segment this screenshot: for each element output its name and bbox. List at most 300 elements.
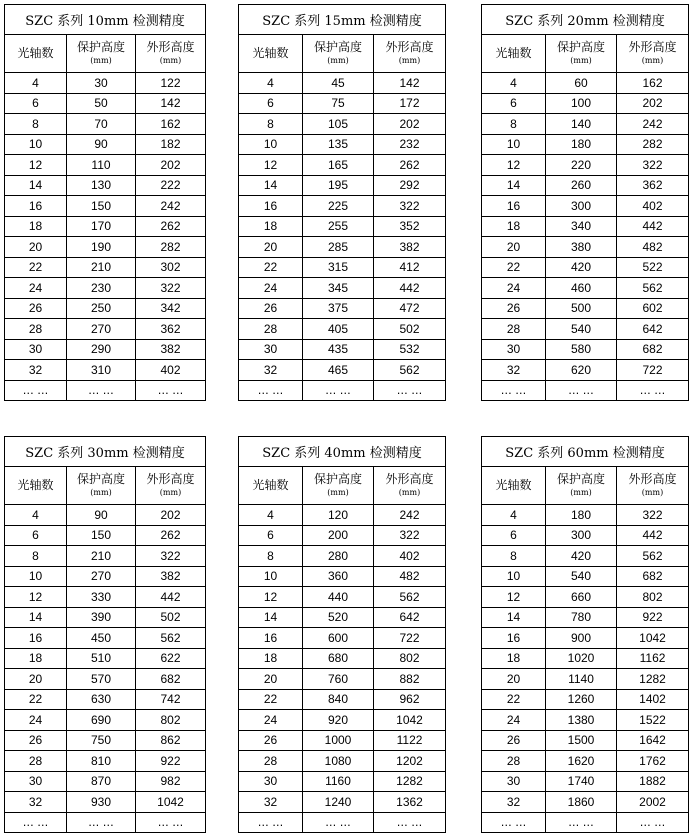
axis-count-cell: 6 xyxy=(239,525,303,546)
protect-height-cell: 280 xyxy=(303,546,374,567)
table-row xyxy=(239,278,446,299)
table-row xyxy=(482,669,689,690)
axis-count-cell: 26 xyxy=(482,730,546,751)
table-row xyxy=(5,710,206,731)
outline-height-cell: 242 xyxy=(136,196,206,217)
table-row xyxy=(239,546,446,567)
protect-height-cell: 45 xyxy=(303,73,374,94)
outline-height-cell: 442 xyxy=(374,278,446,299)
outline-height-header xyxy=(617,467,689,505)
protect-height-label: 保护高度 xyxy=(556,472,605,486)
protect-height-cell: 225 xyxy=(303,196,374,217)
ellipsis-cell: … … xyxy=(546,812,617,833)
outline-height-cell: 742 xyxy=(136,689,206,710)
protect-height-cell: 90 xyxy=(67,505,136,526)
axis-count-header xyxy=(239,35,303,73)
table-row xyxy=(482,319,689,340)
unit-label: (mm) xyxy=(641,56,664,65)
ellipsis-row xyxy=(482,380,689,401)
protect-height-cell: 1380 xyxy=(546,710,617,731)
protect-height-label: 保护高度 xyxy=(556,40,605,54)
table-row xyxy=(482,196,689,217)
protect-height-cell: 105 xyxy=(303,114,374,135)
protect-height-cell: 290 xyxy=(67,339,136,360)
axis-count-cell: 16 xyxy=(482,196,546,217)
axis-count-cell: 4 xyxy=(482,73,546,94)
protect-height-cell: 1020 xyxy=(546,648,617,669)
outline-height-cell: 142 xyxy=(136,93,206,114)
outline-height-cell: 1042 xyxy=(374,710,446,731)
table-row xyxy=(239,155,446,176)
table-row xyxy=(482,525,689,546)
outline-height-cell: 882 xyxy=(374,669,446,690)
outline-height-cell: 522 xyxy=(617,257,689,278)
outline-height-label: 外形高度 xyxy=(146,472,195,486)
outline-height-label: 外形高度 xyxy=(385,40,434,54)
outline-height-cell: 962 xyxy=(374,689,446,710)
table-row xyxy=(5,505,206,526)
outline-height-cell: 1402 xyxy=(617,689,689,710)
outline-height-cell: 502 xyxy=(374,319,446,340)
ellipsis-cell: … … xyxy=(239,812,303,833)
table-row xyxy=(482,771,689,792)
table-row xyxy=(482,114,689,135)
axis-count-cell: 4 xyxy=(239,73,303,94)
ellipsis-cell: … … xyxy=(239,380,303,401)
protect-height-cell: 190 xyxy=(67,237,136,258)
outline-height-cell: 162 xyxy=(136,114,206,135)
axis-count-cell: 10 xyxy=(5,134,67,155)
ellipsis-row xyxy=(239,812,446,833)
axis-count-cell: 8 xyxy=(5,546,67,567)
axis-count-cell: 10 xyxy=(482,134,546,155)
protect-height-cell: 540 xyxy=(546,319,617,340)
outline-height-cell: 922 xyxy=(617,607,689,628)
protect-height-cell: 150 xyxy=(67,525,136,546)
axis-count-cell: 18 xyxy=(5,648,67,669)
protect-height-cell: 1080 xyxy=(303,751,374,772)
outline-height-cell: 402 xyxy=(617,196,689,217)
protect-height-cell: 375 xyxy=(303,298,374,319)
ellipsis-cell: … … xyxy=(546,380,617,401)
protect-height-cell: 1160 xyxy=(303,771,374,792)
protect-height-cell: 300 xyxy=(546,525,617,546)
outline-height-cell: 1362 xyxy=(374,792,446,813)
axis-count-cell: 30 xyxy=(5,339,67,360)
axis-count-cell: 16 xyxy=(5,628,67,649)
ellipsis-row xyxy=(5,380,206,401)
axis-count-cell: 26 xyxy=(5,730,67,751)
table-row xyxy=(482,339,689,360)
protect-height-cell: 220 xyxy=(546,155,617,176)
axis-count-cell: 14 xyxy=(5,607,67,628)
outline-height-cell: 562 xyxy=(617,278,689,299)
table-row xyxy=(239,689,446,710)
outline-height-cell: 302 xyxy=(136,257,206,278)
outline-height-cell: 222 xyxy=(136,175,206,196)
protect-height-cell: 600 xyxy=(303,628,374,649)
unit-label: (mm) xyxy=(570,488,592,497)
axis-count-cell: 14 xyxy=(482,175,546,196)
protect-height-cell: 1500 xyxy=(546,730,617,751)
table-row xyxy=(482,628,689,649)
protect-height-cell: 130 xyxy=(67,175,136,196)
axis-count-cell: 26 xyxy=(5,298,67,319)
protect-height-cell: 100 xyxy=(546,93,617,114)
protect-height-cell: 810 xyxy=(67,751,136,772)
protect-height-cell: 760 xyxy=(303,669,374,690)
protect-height-cell: 270 xyxy=(67,319,136,340)
axis-count-cell: 14 xyxy=(5,175,67,196)
table-row xyxy=(5,546,206,567)
axis-count-cell: 12 xyxy=(239,155,303,176)
protect-height-cell: 435 xyxy=(303,339,374,360)
axis-count-cell: 10 xyxy=(482,566,546,587)
protect-height-label: 保护高度 xyxy=(76,472,125,486)
outline-height-cell: 262 xyxy=(136,525,206,546)
outline-height-cell: 682 xyxy=(617,339,689,360)
table-row xyxy=(5,319,206,340)
outline-height-cell: 202 xyxy=(136,505,206,526)
outline-height-cell: 292 xyxy=(374,175,446,196)
outline-height-label: 外形高度 xyxy=(628,40,677,54)
axis-count-cell: 22 xyxy=(482,689,546,710)
table-row xyxy=(239,669,446,690)
table-row xyxy=(239,792,446,813)
unit-label: (mm) xyxy=(159,56,182,65)
table-row xyxy=(239,710,446,731)
protect-height-cell: 520 xyxy=(303,607,374,628)
axis-count-cell: 6 xyxy=(5,93,67,114)
ellipsis-row xyxy=(482,812,689,833)
table-row xyxy=(239,73,446,94)
protect-height-cell: 90 xyxy=(67,134,136,155)
table-row xyxy=(239,216,446,237)
table-row xyxy=(5,175,206,196)
protect-height-cell: 135 xyxy=(303,134,374,155)
axis-count-cell: 8 xyxy=(239,114,303,135)
outline-height-cell: 352 xyxy=(374,216,446,237)
ellipsis-cell: … … xyxy=(67,380,136,401)
ellipsis-cell: … … xyxy=(617,812,689,833)
table-row xyxy=(5,93,206,114)
table-row xyxy=(5,607,206,628)
table-title-row xyxy=(482,437,689,467)
axis-count-cell: 16 xyxy=(482,628,546,649)
table-row xyxy=(482,730,689,751)
axis-count-cell: 20 xyxy=(239,237,303,258)
axis-count-cell: 28 xyxy=(482,751,546,772)
protect-height-cell: 500 xyxy=(546,298,617,319)
protect-height-cell: 1860 xyxy=(546,792,617,813)
protect-height-cell: 540 xyxy=(546,566,617,587)
unit-label: (mm) xyxy=(90,488,112,497)
table-row xyxy=(239,298,446,319)
table-row xyxy=(239,319,446,340)
axis-count-cell: 8 xyxy=(239,546,303,567)
protect-height-header xyxy=(546,35,617,73)
axis-count-cell: 14 xyxy=(482,607,546,628)
table-row xyxy=(239,257,446,278)
outline-height-label: 外形高度 xyxy=(146,40,195,54)
axis-count-cell: 16 xyxy=(5,196,67,217)
table-row xyxy=(482,607,689,628)
outline-height-cell: 382 xyxy=(374,237,446,258)
protect-height-cell: 340 xyxy=(546,216,617,237)
protect-height-cell: 60 xyxy=(546,73,617,94)
table-title-row xyxy=(5,437,206,467)
protect-height-cell: 75 xyxy=(303,93,374,114)
protect-height-cell: 195 xyxy=(303,175,374,196)
outline-height-cell: 362 xyxy=(136,319,206,340)
axis-count-cell: 22 xyxy=(5,689,67,710)
table-row xyxy=(482,93,689,114)
outline-height-cell: 862 xyxy=(136,730,206,751)
outline-height-header xyxy=(136,467,206,505)
protect-height-cell: 630 xyxy=(67,689,136,710)
axis-count-cell: 28 xyxy=(239,751,303,772)
axis-count-header xyxy=(5,467,67,505)
table-row xyxy=(482,751,689,772)
axis-count-cell: 14 xyxy=(239,607,303,628)
axis-count-cell: 28 xyxy=(5,751,67,772)
outline-height-label: 外形高度 xyxy=(385,472,434,486)
outline-height-cell: 1202 xyxy=(374,751,446,772)
axis-count-cell: 24 xyxy=(5,710,67,731)
outline-height-cell: 802 xyxy=(136,710,206,731)
protect-height-cell: 840 xyxy=(303,689,374,710)
unit-label: (mm) xyxy=(570,56,592,65)
outline-height-cell: 1642 xyxy=(617,730,689,751)
ellipsis-cell: … … xyxy=(374,812,446,833)
outline-height-cell: 322 xyxy=(136,278,206,299)
protect-height-cell: 210 xyxy=(67,257,136,278)
axis-count-cell: 6 xyxy=(5,525,67,546)
protect-height-cell: 250 xyxy=(67,298,136,319)
table-title-row xyxy=(239,437,446,467)
protect-height-cell: 300 xyxy=(546,196,617,217)
axis-count-cell: 20 xyxy=(239,669,303,690)
table-row xyxy=(5,134,206,155)
outline-height-cell: 802 xyxy=(374,648,446,669)
table-header-row xyxy=(239,35,446,73)
axis-count-cell: 32 xyxy=(482,792,546,813)
outline-height-header xyxy=(617,35,689,73)
axis-count-label: 光轴数 xyxy=(495,46,532,60)
ellipsis-row xyxy=(239,380,446,401)
axis-count-cell: 14 xyxy=(239,175,303,196)
protect-height-cell: 620 xyxy=(546,360,617,381)
table-title: SZC 系列 10mm 检测精度 xyxy=(5,5,206,35)
outline-height-cell: 122 xyxy=(136,73,206,94)
axis-count-label: 光轴数 xyxy=(17,478,54,492)
outline-height-cell: 1762 xyxy=(617,751,689,772)
table-row xyxy=(5,771,206,792)
protect-height-cell: 50 xyxy=(67,93,136,114)
ellipsis-cell: … … xyxy=(482,380,546,401)
table-row xyxy=(239,175,446,196)
table-row xyxy=(5,73,206,94)
axis-count-label: 光轴数 xyxy=(252,46,289,60)
protect-height-cell: 1740 xyxy=(546,771,617,792)
table-header-row xyxy=(239,467,446,505)
table-title-row xyxy=(5,5,206,35)
outline-height-cell: 1042 xyxy=(617,628,689,649)
protect-height-cell: 1620 xyxy=(546,751,617,772)
protect-height-cell: 440 xyxy=(303,587,374,608)
outline-height-header xyxy=(374,467,446,505)
ellipsis-cell: … … xyxy=(67,812,136,833)
protect-height-cell: 900 xyxy=(546,628,617,649)
outline-height-cell: 342 xyxy=(136,298,206,319)
table-row xyxy=(5,237,206,258)
protect-height-cell: 120 xyxy=(303,505,374,526)
protect-height-cell: 200 xyxy=(303,525,374,546)
protect-height-cell: 165 xyxy=(303,155,374,176)
protect-height-cell: 255 xyxy=(303,216,374,237)
axis-count-cell: 24 xyxy=(482,278,546,299)
outline-height-cell: 162 xyxy=(617,73,689,94)
axis-count-cell: 20 xyxy=(482,669,546,690)
outline-height-cell: 1522 xyxy=(617,710,689,731)
outline-height-cell: 182 xyxy=(136,134,206,155)
axis-count-cell: 12 xyxy=(482,155,546,176)
outline-height-cell: 1882 xyxy=(617,771,689,792)
protect-height-cell: 460 xyxy=(546,278,617,299)
ellipsis-row xyxy=(5,812,206,833)
outline-height-cell: 362 xyxy=(617,175,689,196)
outline-height-cell: 202 xyxy=(374,114,446,135)
outline-height-cell: 242 xyxy=(617,114,689,135)
protect-height-cell: 390 xyxy=(67,607,136,628)
table-row xyxy=(239,114,446,135)
outline-height-cell: 322 xyxy=(136,546,206,567)
axis-count-cell: 18 xyxy=(239,216,303,237)
table-row xyxy=(482,505,689,526)
table-row xyxy=(239,730,446,751)
axis-count-cell: 8 xyxy=(482,546,546,567)
protect-height-cell: 315 xyxy=(303,257,374,278)
protect-height-cell: 110 xyxy=(67,155,136,176)
outline-height-cell: 922 xyxy=(136,751,206,772)
table-row xyxy=(239,607,446,628)
ellipsis-cell: … … xyxy=(374,380,446,401)
precision-table xyxy=(238,4,446,401)
axis-count-cell: 6 xyxy=(482,93,546,114)
outline-height-cell: 682 xyxy=(617,566,689,587)
outline-height-cell: 202 xyxy=(617,93,689,114)
protect-height-cell: 330 xyxy=(67,587,136,608)
axis-count-cell: 4 xyxy=(5,73,67,94)
ellipsis-cell: … … xyxy=(617,380,689,401)
table-header-row xyxy=(5,467,206,505)
unit-label: (mm) xyxy=(327,488,349,497)
table-row xyxy=(5,648,206,669)
table-row xyxy=(482,792,689,813)
outline-height-cell: 382 xyxy=(136,566,206,587)
outline-height-cell: 802 xyxy=(617,587,689,608)
protect-height-cell: 360 xyxy=(303,566,374,587)
outline-height-cell: 442 xyxy=(136,587,206,608)
protect-height-cell: 380 xyxy=(546,237,617,258)
outline-height-cell: 142 xyxy=(374,73,446,94)
table-row xyxy=(482,689,689,710)
table-row xyxy=(482,237,689,258)
table-row xyxy=(5,155,206,176)
protect-height-cell: 180 xyxy=(546,505,617,526)
outline-height-cell: 242 xyxy=(374,505,446,526)
unit-label: (mm) xyxy=(398,56,421,65)
axis-count-cell: 22 xyxy=(482,257,546,278)
outline-height-cell: 232 xyxy=(374,134,446,155)
axis-count-cell: 8 xyxy=(482,114,546,135)
outline-height-cell: 602 xyxy=(617,298,689,319)
table-row xyxy=(5,792,206,813)
axis-count-cell: 26 xyxy=(239,298,303,319)
outline-height-cell: 402 xyxy=(136,360,206,381)
outline-height-cell: 482 xyxy=(617,237,689,258)
protect-height-cell: 510 xyxy=(67,648,136,669)
table-title: SZC 系列 20mm 检测精度 xyxy=(482,5,689,35)
precision-table xyxy=(481,4,689,401)
table-row xyxy=(482,648,689,669)
ellipsis-cell: … … xyxy=(136,812,206,833)
protect-height-label: 保护高度 xyxy=(76,40,125,54)
protect-height-header xyxy=(303,35,374,73)
axis-count-cell: 28 xyxy=(239,319,303,340)
precision-table xyxy=(4,436,206,833)
axis-count-cell: 30 xyxy=(482,339,546,360)
protect-height-cell: 270 xyxy=(67,566,136,587)
axis-count-label: 光轴数 xyxy=(252,478,289,492)
axis-count-cell: 18 xyxy=(5,216,67,237)
table-row xyxy=(5,257,206,278)
axis-count-cell: 28 xyxy=(482,319,546,340)
outline-height-cell: 532 xyxy=(374,339,446,360)
table-header-row xyxy=(482,35,689,73)
protect-height-cell: 1260 xyxy=(546,689,617,710)
protect-height-cell: 30 xyxy=(67,73,136,94)
outline-height-header xyxy=(374,35,446,73)
axis-count-cell: 22 xyxy=(239,257,303,278)
table-row xyxy=(239,93,446,114)
table-title: SZC 系列 30mm 检测精度 xyxy=(5,437,206,467)
unit-label: (mm) xyxy=(90,56,112,65)
ellipsis-cell: … … xyxy=(5,380,67,401)
outline-height-cell: 1282 xyxy=(617,669,689,690)
outline-height-label: 外形高度 xyxy=(628,472,677,486)
axis-count-cell: 20 xyxy=(5,237,67,258)
axis-count-header xyxy=(239,467,303,505)
axis-count-cell: 24 xyxy=(239,278,303,299)
table-row xyxy=(482,278,689,299)
outline-height-cell: 262 xyxy=(374,155,446,176)
outline-height-cell: 472 xyxy=(374,298,446,319)
axis-count-header xyxy=(482,35,546,73)
axis-count-cell: 20 xyxy=(5,669,67,690)
table-row xyxy=(239,648,446,669)
table-title: SZC 系列 15mm 检测精度 xyxy=(239,5,446,35)
axis-count-header xyxy=(5,35,67,73)
table-row xyxy=(5,587,206,608)
outline-height-cell: 1122 xyxy=(374,730,446,751)
protect-height-cell: 170 xyxy=(67,216,136,237)
table-row xyxy=(482,710,689,731)
protect-height-cell: 780 xyxy=(546,607,617,628)
protect-height-cell: 345 xyxy=(303,278,374,299)
unit-label: (mm) xyxy=(327,56,349,65)
unit-label: (mm) xyxy=(398,488,421,497)
